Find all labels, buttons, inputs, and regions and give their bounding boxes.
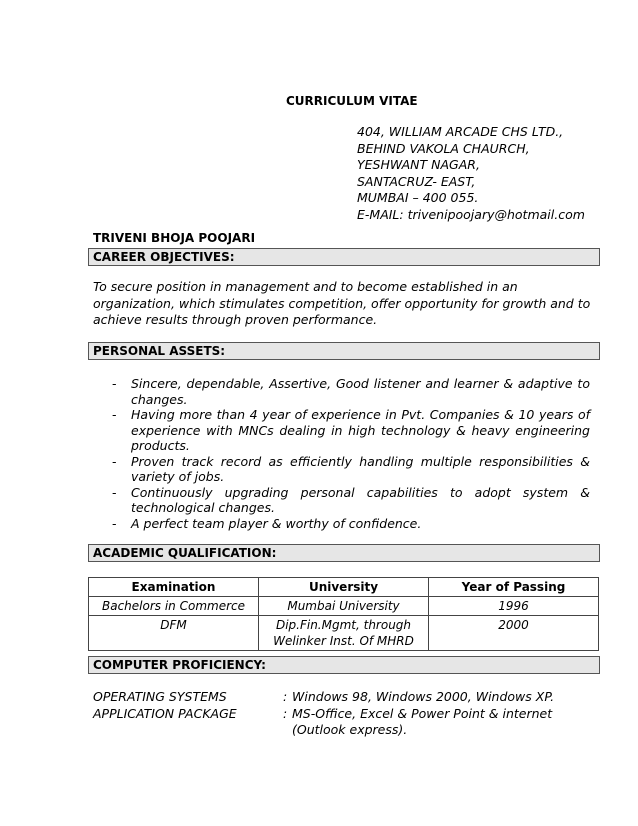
list-item [112, 454, 590, 485]
table-row [89, 597, 599, 616]
separator-colon: : [283, 689, 288, 704]
skill-value: (Outlook express). [292, 722, 408, 737]
table-cell: Dip.Fin.Mgmt, through Welinker Inst. Of MHRD [259, 616, 429, 651]
personal-assets-list [112, 376, 590, 531]
skill-value: MS-Office, Excel & Power Point & internet [292, 705, 553, 721]
column-header: University [259, 578, 429, 597]
section-header-assets [88, 342, 600, 360]
section-header-academic [88, 544, 600, 562]
list-item-text: Sincere, dependable, Assertive, Good listener and learner & adaptive to changes. [131, 376, 590, 407]
column-header: Year of Passing [429, 578, 599, 597]
table-cell: 2000 [429, 616, 599, 651]
address-line: MUMBAI – 400 055. [357, 190, 479, 205]
academic-table [88, 577, 599, 651]
list-item [112, 407, 590, 454]
list-item-text: Proven track record as efficiently handling multiple responsibilities & variety of jobs. [131, 453, 590, 484]
address-line: YESHWANT NAGAR, [357, 157, 480, 172]
candidate-name: TRIVENI BHOJA POOJARI [93, 231, 256, 245]
list-item [112, 376, 590, 407]
list-item-text: A perfect team player & worthy of confidence. [131, 515, 422, 531]
section-heading: ACADEMIC QUALIFICATION: [93, 546, 277, 560]
address-block [357, 124, 585, 223]
column-header: Examination [89, 578, 259, 597]
list-item [112, 516, 590, 532]
bullet-dash: - [112, 515, 117, 531]
table-cell: 1996 [429, 597, 599, 616]
bullet-dash: - [112, 453, 117, 469]
section-header-career [88, 248, 600, 266]
bullet-dash: - [112, 484, 117, 500]
table-cell: Bachelors in Commerce [89, 597, 259, 616]
skill-value: Windows 98, Windows 2000, Windows XP. [292, 689, 555, 704]
section-heading: COMPUTER PROFICIENCY: [93, 658, 266, 672]
list-item-text: Having more than 4 year of experience in Pvt. Companies & 10 years of experience with MNCs dealing in high technology & heavy engineering products. [131, 407, 590, 453]
skill-label: APPLICATION PACKAGE [93, 705, 237, 721]
email-line: E-MAIL: trivenipoojary@hotmail.com [357, 206, 585, 222]
table-cell: Mumbai University [259, 597, 429, 616]
separator-colon: : [283, 705, 288, 721]
table-cell: DFM [89, 616, 259, 651]
list-item-text: Continuously upgrading personal capabilities to adopt system & technological changes. [131, 484, 590, 515]
bullet-dash: - [112, 407, 117, 422]
skill-label: OPERATING SYSTEMS [93, 689, 227, 704]
section-heading: PERSONAL ASSETS: [93, 344, 226, 358]
table-header-row [89, 578, 599, 597]
address-line: BEHIND VAKOLA CHAURCH, [357, 140, 530, 156]
list-item [112, 485, 590, 516]
career-objective-text: To secure position in management and to become established in an organization, which stimulates competition, offer opportunity for growth and to achieve results through proven performance. [93, 279, 591, 327]
document-title: CURRICULUM VITAE [286, 94, 418, 108]
section-heading: CAREER OBJECTIVES: [93, 250, 235, 264]
section-header-computer [88, 656, 600, 674]
table-row [89, 616, 599, 651]
bullet-dash: - [112, 376, 117, 391]
address-line: SANTACRUZ- EAST, [357, 173, 476, 189]
address-line: 404, WILLIAM ARCADE CHS LTD., [357, 124, 564, 139]
